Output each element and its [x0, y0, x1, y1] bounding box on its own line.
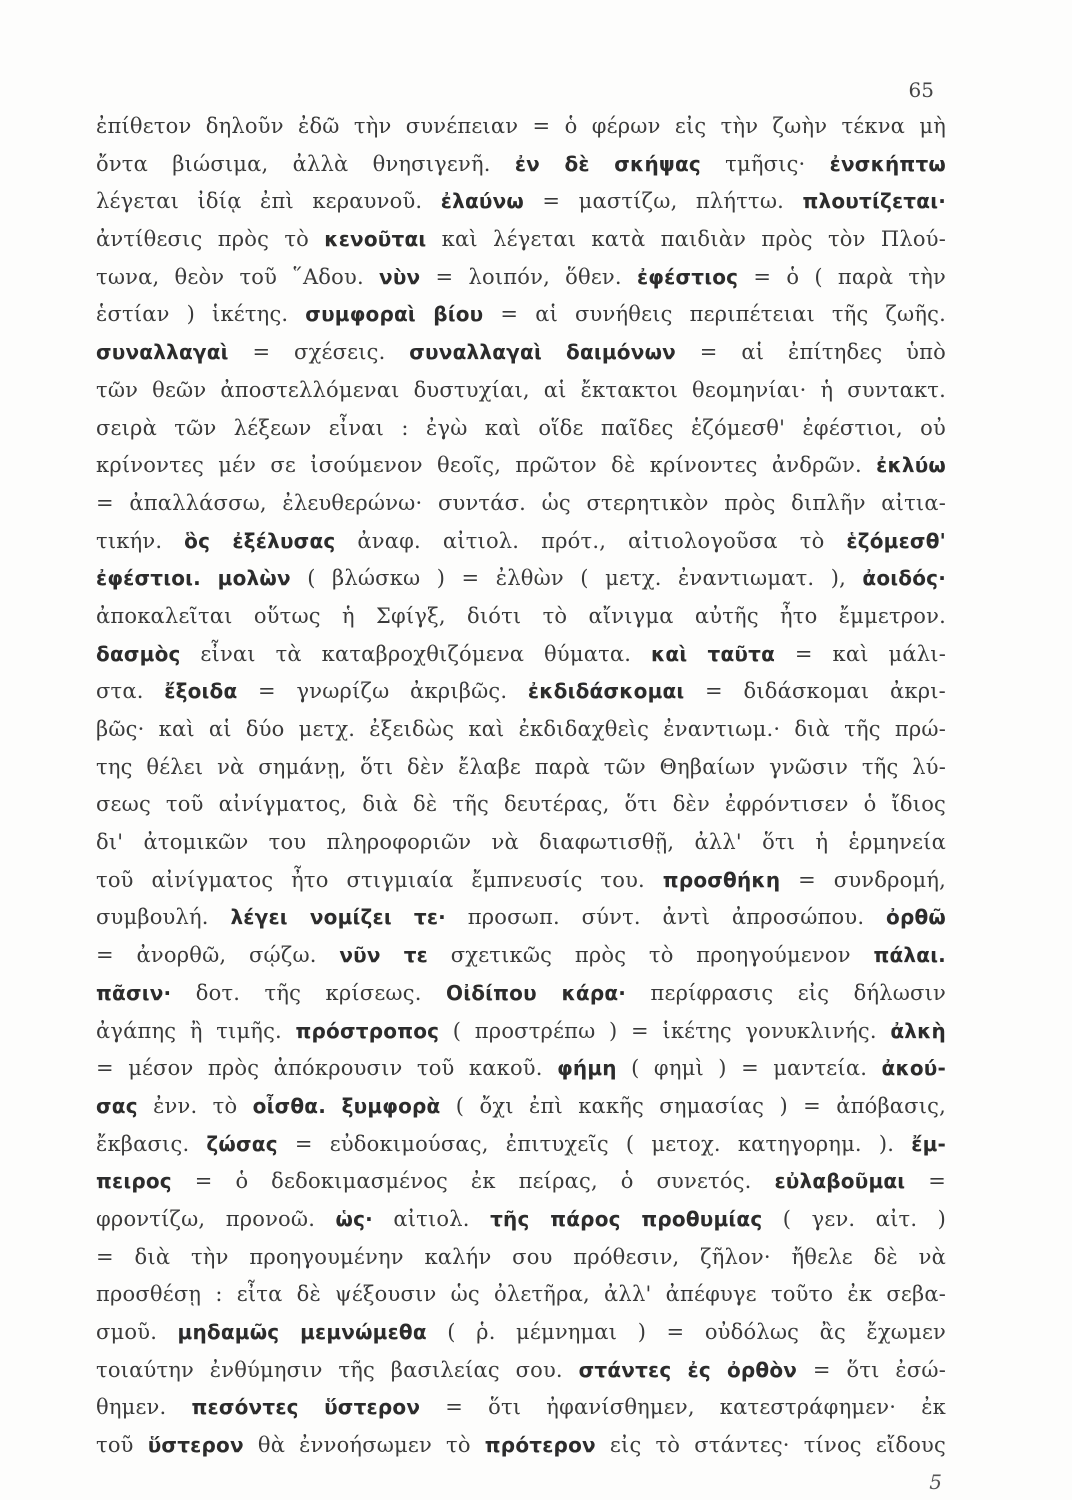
lemma-term: σας: [96, 1093, 138, 1118]
lemma-term: ἑζόμεσθ': [846, 528, 946, 553]
text-line: [96, 334, 946, 372]
gloss-text: = μαστίζω, πλήττω.: [524, 189, 803, 214]
gloss-text: = εὐδοκιμούσας, ἐπιτυχεῖς ( μετοχ. κατηγορημ. ).: [277, 1131, 912, 1156]
lemma-term: πειρος: [96, 1169, 172, 1194]
gloss-text: λέγεται ἰδίᾳ ἐπὶ κεραυνοῦ.: [96, 189, 441, 214]
gloss-text: ἀντίθεσις πρὸς τὸ: [96, 227, 325, 252]
text-line: [96, 975, 946, 1013]
lemma-term: πρότερον: [484, 1433, 596, 1458]
gloss-text: τοῦ: [96, 1433, 148, 1458]
gloss-text: = γνωρίζω ἀκριβῶς.: [237, 679, 528, 704]
text-line: [96, 485, 946, 523]
lemma-term: πᾶσιν·: [96, 980, 172, 1005]
gloss-text: = συνδρομή,: [780, 867, 946, 892]
lemma-term: ἐκδιδάσκομαι: [527, 679, 685, 704]
text-line: [96, 749, 946, 787]
lemma-term: νὺν: [379, 264, 421, 289]
lemma-term: εὐλαβοῦμαι: [774, 1169, 906, 1194]
gloss-text: ( ὄχι ἐπὶ κακῆς σημασίας ) = ἀπόβασις,: [440, 1093, 946, 1118]
lemma-term: ἀοιδός·: [862, 566, 946, 591]
gloss-text: = λοιπόν, ὅθεν.: [420, 264, 637, 289]
lemma-term: ἀλκὴ: [890, 1018, 946, 1043]
lemma-term: πεσόντες ὕστερον: [191, 1395, 421, 1420]
lemma-term: κενοῦται: [324, 227, 427, 252]
text-line: [96, 560, 946, 598]
gloss-text: ( προστρέπω ) = ἱκέτης γονυκλινής.: [439, 1018, 891, 1043]
lemma-term: ἔμ-: [911, 1131, 946, 1156]
lemma-term: πλουτίζεται·: [802, 189, 946, 214]
text-line: [96, 1050, 946, 1088]
gloss-text: = μέσον πρὸς ἀπόκρουσιν τοῦ κακοῦ.: [96, 1056, 558, 1081]
lemma-term: ἐλαύνω: [440, 189, 524, 214]
gloss-text: = ὅτι ἐσώ-: [797, 1357, 947, 1382]
gloss-text: τμῆσις·: [700, 151, 830, 176]
gloss-text: = ὁ ( παρὰ τὴν: [738, 264, 946, 289]
gloss-text: αἰτιολ.: [372, 1206, 491, 1231]
text-line: [96, 183, 946, 221]
gloss-text: ( γεν. αἰτ. ): [762, 1206, 946, 1231]
gloss-text: ἀγάπης ἢ τιμῆς.: [96, 1018, 296, 1043]
lemma-term: ἐφέστιος: [636, 264, 739, 289]
lemma-term: καὶ ταῦτα: [651, 641, 776, 666]
gloss-text: προσθέσῃ : εἶτα δὲ ψέξουσιν ὡς ὀλετῆρα, ἀλλ' ἀπέφυγε τοῦτο ἐκ σεβα-: [96, 1282, 946, 1307]
gloss-text: ὄντα βιώσιμα, ἀλλὰ θνησιγενῆ.: [96, 151, 515, 176]
text-line: [96, 1088, 946, 1126]
text-line: [96, 899, 946, 937]
gloss-text: καὶ λέγεται κατὰ παιδιὰν πρὸς τὸν Πλού-: [426, 227, 946, 252]
lemma-term: ἀκού-: [881, 1056, 946, 1081]
gloss-text: τοιαύτην ἐνθύμησιν τῆς βασιλείας σου.: [96, 1357, 579, 1382]
gloss-text: τωνα, θεὸν τοῦ ῞Αδου.: [96, 264, 380, 289]
gloss-text: = ὅτι ἠφανίσθημεν, κατεστράφημεν· ἐκ: [420, 1395, 947, 1420]
text-line: [96, 673, 946, 711]
gloss-text: προσωπ. σύντ. ἀντὶ ἀπροσώπου.: [445, 905, 886, 930]
text-line: [96, 786, 946, 824]
lemma-term: πάλαι.: [873, 943, 946, 968]
gloss-text: ἀναφ. αἰτιολ. πρότ., αἰτιολογοῦσα τὸ: [335, 528, 847, 553]
lemma-term: ἐνσκήπτω: [829, 151, 946, 176]
lemma-term: φήμη: [557, 1056, 617, 1081]
text-line: [96, 1201, 946, 1239]
gloss-text: συμβουλή.: [96, 905, 231, 930]
lemma-term: ὃς ἐξέλυσας: [184, 528, 336, 553]
gloss-text: ἔκβασις.: [96, 1131, 207, 1156]
lemma-term: ἐν δὲ σκήψας: [514, 151, 701, 176]
text-line: [96, 1389, 946, 1427]
lemma-term: πρόστροπος: [295, 1018, 440, 1043]
text-line: [96, 259, 946, 297]
gloss-text: σχετικῶς πρὸς τὸ προηγούμενον: [428, 943, 874, 968]
text-line: [96, 221, 946, 259]
text-line: [96, 1126, 946, 1164]
gloss-text: τικήν.: [96, 528, 185, 553]
gloss-text: σεως τοῦ αἰνίγματος, διὰ δὲ τῆς δευτέρας, ὅτι δὲν ἐφρόντισεν ὁ ἴδιος: [96, 792, 946, 817]
text-line: [96, 1163, 946, 1201]
lemma-term: συναλλαγαὶ δαιμόνων: [409, 340, 676, 365]
gloss-text: κρίνοντες μέν σε ἰσούμενον θεοῖς, πρῶτον δὲ κρίνοντες ἀνδρῶν.: [96, 453, 877, 478]
text-line: [96, 598, 946, 636]
gloss-text: = αἱ ἐπίτηδες ὑπὸ: [675, 340, 946, 365]
gloss-text: δοτ. τῆς κρίσεως.: [171, 980, 446, 1005]
gloss-text: θὰ ἐννοήσωμεν τὸ: [243, 1433, 485, 1458]
gloss-text: σμοῦ.: [96, 1320, 178, 1344]
gloss-text: θημεν.: [96, 1395, 192, 1420]
commentary-text: [96, 108, 946, 1465]
lemma-term: λέγει νομίζει τε·: [230, 905, 446, 930]
text-line: [96, 711, 946, 749]
text-line: [96, 410, 946, 448]
lemma-term: ὡς·: [335, 1206, 373, 1231]
gloss-text: ( ῥ. μέμνημαι ) = οὐδόλως ἂς ἔχωμεν: [426, 1320, 947, 1344]
lemma-term: ἔξοιδα: [164, 679, 238, 704]
text-line: [96, 1352, 946, 1390]
lemma-term: Οἰδίπου κάρα·: [446, 980, 627, 1005]
lemma-term: συναλλαγαὶ: [96, 340, 229, 365]
gloss-text: = αἱ συνήθεις περιπέτειαι τῆς ζωῆς.: [483, 302, 946, 327]
gloss-text: ἐπίθετον δηλοῦν ἐδῶ τὴν συνέπειαν = ὁ φέρων εἰς τὴν ζωὴν τέκνα μὴ: [96, 114, 946, 138]
gloss-text: βῶς· καὶ αἱ δύο μετχ. ἐξειδὼς καὶ ἐκδιδαχθεὶς ἐναντιωμ.· διὰ τῆς πρώ-: [96, 717, 946, 741]
signature-mark: 5: [929, 1470, 942, 1494]
lemma-term: ἐφέστιοι. μολὼν: [96, 566, 291, 591]
gloss-text: εἶναι τὰ καταβροχθιζόμενα θύματα.: [180, 641, 652, 666]
gloss-text: ( βλώσκω ) = ἐλθὼν ( μετχ. ἐναντιωματ. ),: [290, 566, 863, 591]
gloss-text: ( φημὶ ) = μαντεία.: [616, 1056, 882, 1081]
lemma-term: προσθήκη: [662, 867, 781, 892]
text-line: [96, 862, 946, 900]
lemma-term: οἶσθα. ξυμφορὰ: [252, 1093, 441, 1118]
text-line: [96, 636, 946, 674]
lemma-term: νῦν τε: [339, 943, 429, 968]
gloss-text: σειρὰ τῶν λέξεων εἶναι : ἐγὼ καὶ οἵδε παῖδες ἑζόμεσθ' ἐφέστιοι, οὐ: [96, 415, 946, 440]
text-line: [96, 1276, 946, 1314]
text-line: [96, 447, 946, 485]
lemma-term: συμφοραὶ βίου: [305, 302, 484, 327]
gloss-text: = ἀνορθῶ, σῴζω.: [96, 943, 340, 968]
gloss-text: = καὶ μάλι-: [775, 641, 946, 666]
gloss-text: δι' ἀτομικῶν του πληροφοριῶν νὰ διαφωτισθῇ, ἀλλ' ὅτι ἡ ἑρμηνεία: [96, 830, 946, 855]
lemma-term: ζώσας: [206, 1131, 278, 1156]
text-line: [96, 372, 946, 410]
gloss-text: της θέλει νὰ σημάνῃ, ὅτι δὲν ἔλαβε παρὰ τῶν Θηβαίων γνῶσιν τῆς λύ-: [96, 754, 946, 779]
lemma-term: τῆς πάρος προθυμίας: [490, 1206, 763, 1231]
text-line: [96, 146, 946, 184]
lemma-term: ἐκλύω: [876, 453, 946, 478]
gloss-text: περίφρασις εἰς δήλωσιν: [626, 980, 946, 1005]
gloss-text: = σχέσεις.: [228, 340, 410, 365]
gloss-text: =: [905, 1169, 947, 1194]
gloss-text: ἐνν. τὸ: [137, 1093, 253, 1118]
lemma-term: ὕστερον: [147, 1433, 244, 1458]
lemma-term: ὀρθῶ: [886, 905, 946, 930]
lemma-term: δασμὸς: [96, 641, 181, 666]
text-line: [96, 1427, 946, 1465]
gloss-text: εἰς τὸ στάντες· τίνος εἴδους: [595, 1433, 946, 1458]
text-line: [96, 1013, 946, 1051]
gloss-text: ἀποκαλεῖται οὕτως ἡ Σφίγξ, διότι τὸ αἴνιγμα αὐτῆς ἦτο ἔμμετρον.: [96, 603, 946, 628]
text-line: [96, 1314, 946, 1352]
text-line: [96, 937, 946, 975]
text-line: [96, 824, 946, 862]
gloss-text: = ὁ δεδοκιμασμένος ἐκ πείρας, ὁ συνετός.: [171, 1169, 775, 1194]
text-line: [96, 1239, 946, 1277]
gloss-text: στα.: [96, 679, 165, 704]
text-line: [96, 523, 946, 561]
lemma-term: στάντες ἐς ὀρθὸν: [578, 1357, 798, 1382]
text-line: [96, 108, 946, 146]
gloss-text: τοῦ αἰνίγματος ἦτο στιγμιαία ἔμπνευσίς του.: [96, 867, 663, 892]
page-number: 65: [908, 78, 934, 102]
text-line: [96, 296, 946, 334]
lemma-term: μηδαμῶς μεμνώμεθα: [177, 1320, 427, 1344]
gloss-text: φροντίζω, προνοῶ.: [96, 1206, 336, 1231]
gloss-text: = ἀπαλλάσσω, ἐλευθερώνω· συντάσ. ὡς στερητικὸν πρὸς διπλῆν αἰτια-: [96, 490, 946, 515]
gloss-text: τῶν θεῶν ἀποστελλόμεναι δυστυχίαι, αἱ ἔκτακτοι θεομηνίαι· ἡ συντακτ.: [96, 377, 946, 402]
gloss-text: = διὰ τὴν προηγουμένην καλήν σου πρόθεσιν, ζῆλον· ἤθελε δὲ νὰ: [96, 1244, 946, 1269]
gloss-text: = διδάσκομαι ἀκρι-: [684, 679, 946, 704]
gloss-text: ἑστίαν ) ἱκέτης.: [96, 302, 306, 327]
